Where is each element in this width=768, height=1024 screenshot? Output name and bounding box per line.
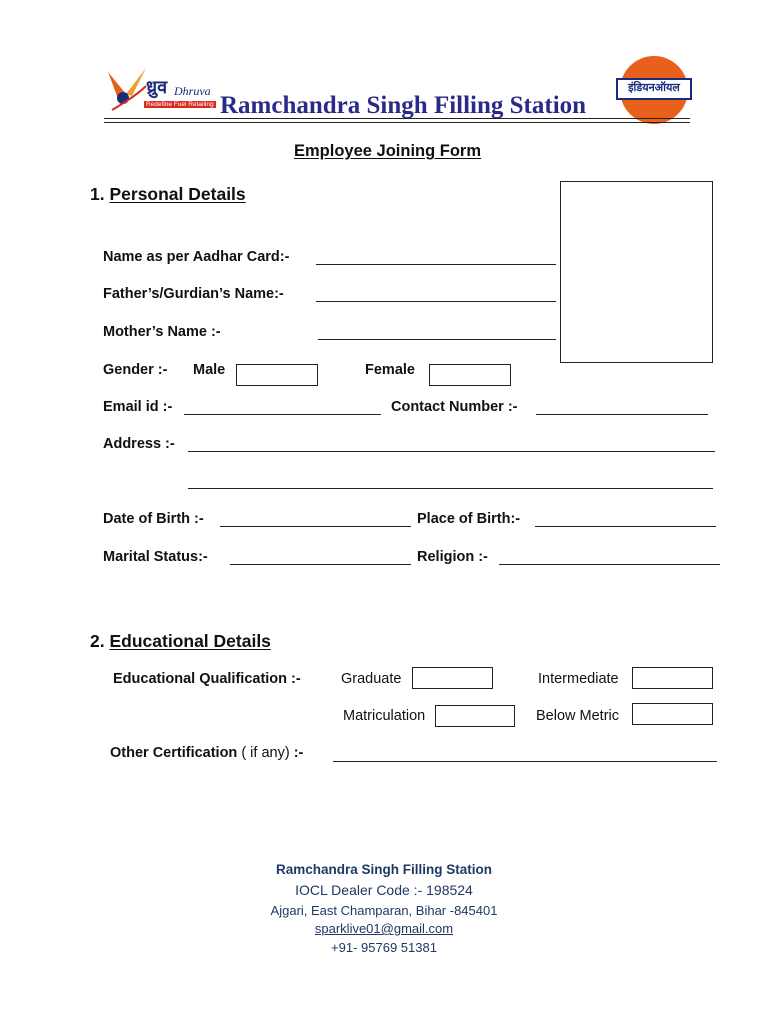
header-rule-top <box>104 118 690 119</box>
graduate-label: Graduate <box>341 671 402 687</box>
father-name-field[interactable] <box>316 301 556 302</box>
header-rule-bottom <box>104 122 690 123</box>
logo-hindi-text: ध्रुव <box>146 77 168 97</box>
email-label: Email id :- <box>103 399 173 415</box>
other-certification-suffix: :- <box>293 745 304 761</box>
form-title: Employee Joining Form <box>294 142 482 160</box>
mother-name-field[interactable] <box>318 339 556 340</box>
marital-status-label: Marital Status:- <box>103 549 208 565</box>
other-certification-label <box>110 745 303 761</box>
contact-number-label: Contact Number :- <box>391 399 518 415</box>
logo-brand-text: Dhruva <box>174 84 211 98</box>
education-section-number: 2. <box>90 631 105 651</box>
footer-phone: +91- 95769 51381 <box>331 940 437 955</box>
dob-label: Date of Birth :- <box>103 511 204 527</box>
photo-box[interactable] <box>560 181 713 363</box>
aadhar-name-label: Name as per Aadhar Card:- <box>103 249 290 265</box>
education-section-title: Educational Details <box>109 631 271 651</box>
other-certification-hint: ( if any) <box>237 745 294 761</box>
footer-dealer-code: IOCL Dealer Code :- 198524 <box>295 882 473 898</box>
graduate-checkbox[interactable] <box>412 667 493 689</box>
religion-field[interactable] <box>499 564 720 565</box>
below-metric-checkbox[interactable] <box>632 703 713 725</box>
address-field-line-2[interactable] <box>188 488 713 489</box>
female-label: Female <box>365 362 415 378</box>
qualification-label: Educational Qualification :- <box>113 671 301 687</box>
gender-label: Gender :- <box>103 362 168 378</box>
station-name: Ramchandra Singh Filling Station <box>220 92 587 119</box>
personal-section-heading <box>90 184 246 205</box>
other-certification-field[interactable] <box>333 761 717 762</box>
male-checkbox[interactable] <box>236 364 318 386</box>
personal-section-title: Personal Details <box>109 184 246 204</box>
footer-email-link[interactable] <box>0 921 768 936</box>
indianoil-logo-text: इंडियनऑयल <box>628 82 680 94</box>
male-label: Male <box>193 362 226 378</box>
address-field-line-1[interactable] <box>188 451 715 452</box>
other-certification-text: Other Certification <box>110 745 238 761</box>
footer-address: Ajgari, East Champaran, Bihar -845401 <box>270 903 498 918</box>
intermediate-label: Intermediate <box>538 671 619 687</box>
matriculation-checkbox[interactable] <box>435 705 515 727</box>
dob-field[interactable] <box>220 526 411 527</box>
logo-tagline: Redefine Fuel Retailing <box>146 101 214 108</box>
contact-number-field[interactable] <box>536 414 708 415</box>
footer-email[interactable]: sparklive01@gmail.com <box>314 921 454 936</box>
pob-field[interactable] <box>535 526 716 527</box>
matriculation-label: Matriculation <box>343 708 426 724</box>
aadhar-name-field[interactable] <box>316 264 556 265</box>
indianoil-logo <box>620 56 688 124</box>
pob-label: Place of Birth:- <box>417 511 521 527</box>
intermediate-checkbox[interactable] <box>632 667 713 689</box>
personal-section-number: 1. <box>90 184 105 204</box>
email-field[interactable] <box>184 414 381 415</box>
below-metric-label: Below Metric <box>536 708 619 724</box>
footer-station-name: Ramchandra Singh Filling Station <box>275 862 492 877</box>
education-section-heading <box>90 631 271 652</box>
religion-label: Religion :- <box>417 549 488 565</box>
address-label: Address :- <box>103 436 175 452</box>
female-checkbox[interactable] <box>429 364 511 386</box>
father-name-label: Father’s/Gurdian’s Name:- <box>103 286 284 302</box>
mother-name-label: Mother’s Name :- <box>103 324 221 340</box>
marital-status-field[interactable] <box>230 564 411 565</box>
